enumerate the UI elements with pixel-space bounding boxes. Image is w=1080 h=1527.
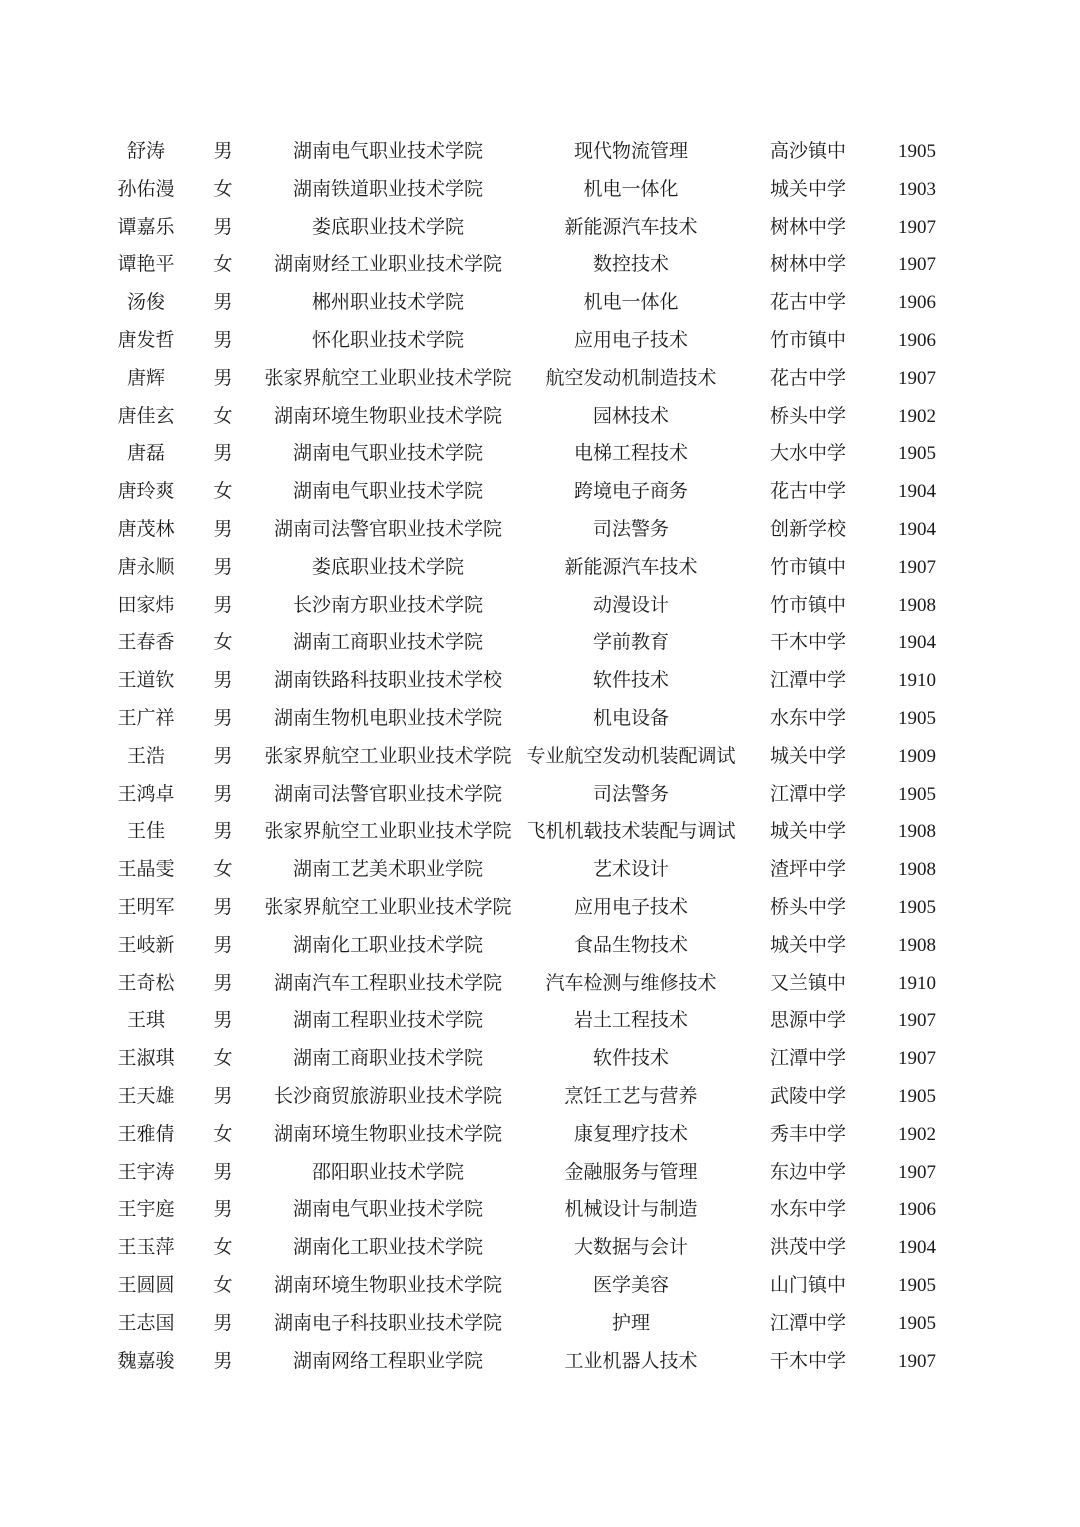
table-row (0, 776, 1080, 814)
middle-school-name: 洪茂中学 (769, 1236, 847, 1259)
student-name: 谭嘉乐 (117, 215, 175, 238)
student-name: 魏嘉骏 (117, 1349, 175, 1372)
college-name: 湖南电气职业技术学院 (292, 140, 484, 162)
table-row (0, 700, 1080, 738)
student-name: 田家炜 (117, 593, 175, 616)
student-gender: 男 (213, 1349, 233, 1372)
major-name: 专业航空发动机装配调试 (526, 744, 736, 767)
table-row (0, 1343, 1080, 1381)
table-row (0, 889, 1080, 927)
class-code: 1903 (898, 178, 936, 200)
student-gender: 男 (213, 782, 233, 805)
table-row (0, 435, 1080, 473)
major-name: 新能源汽车技术 (564, 215, 698, 238)
student-name: 王明军 (117, 895, 175, 918)
major-name: 机电一体化 (583, 291, 679, 314)
middle-school-name: 竹市镇中 (769, 593, 847, 616)
class-code: 1904 (898, 632, 936, 654)
middle-school-name: 竹市镇中 (769, 555, 847, 578)
student-gender: 男 (213, 555, 233, 578)
student-gender: 男 (213, 442, 233, 465)
table-row (0, 398, 1080, 436)
major-name: 大数据与会计 (573, 1236, 689, 1259)
college-name: 张家界航空工业职业技术学院 (264, 895, 512, 918)
student-gender: 男 (213, 1198, 233, 1221)
student-gender: 女 (213, 1236, 233, 1259)
middle-school-name: 花古中学 (769, 291, 847, 314)
college-name: 张家界航空工业职业技术学院 (264, 744, 512, 767)
table-row (0, 360, 1080, 398)
table-row (0, 1078, 1080, 1116)
class-code: 1908 (898, 859, 936, 881)
class-code: 1905 (898, 783, 936, 805)
student-gender: 男 (213, 669, 233, 692)
student-name: 王广祥 (117, 706, 175, 729)
class-code: 1905 (898, 1085, 936, 1107)
student-name: 王春香 (117, 631, 175, 654)
class-code: 1904 (898, 481, 936, 503)
table-row (0, 813, 1080, 851)
major-name: 医学美容 (592, 1273, 670, 1296)
major-name: 食品生物技术 (573, 933, 689, 956)
college-name: 湖南环境生物职业技术学院 (273, 1122, 503, 1145)
major-name: 汽车检测与维修技术 (545, 971, 717, 994)
major-name: 新能源汽车技术 (564, 555, 698, 578)
table-row (0, 587, 1080, 625)
college-name: 长沙商贸旅游职业技术学院 (273, 1084, 503, 1107)
class-code: 1907 (898, 367, 936, 389)
middle-school-name: 东边中学 (769, 1160, 847, 1183)
college-name: 湖南网络工程职业学院 (292, 1349, 484, 1372)
college-name: 张家界航空工业职业技术学院 (264, 366, 512, 389)
class-code: 1905 (898, 1274, 936, 1296)
table-row (0, 1229, 1080, 1267)
middle-school-name: 江潭中学 (769, 669, 847, 692)
student-name: 王志国 (117, 1311, 175, 1334)
class-code: 1909 (898, 745, 936, 767)
class-code: 1905 (898, 707, 936, 729)
college-name: 湖南环境生物职业技术学院 (273, 404, 503, 427)
table-row (0, 473, 1080, 511)
table-row (0, 511, 1080, 549)
class-code: 1905 (898, 896, 936, 918)
middle-school-name: 江潭中学 (769, 782, 847, 805)
table-row (0, 171, 1080, 209)
major-name: 数控技术 (592, 253, 670, 276)
middle-school-name: 思源中学 (769, 1009, 847, 1032)
student-gender: 男 (213, 744, 233, 767)
college-name: 湖南汽车工程职业技术学院 (273, 971, 503, 994)
middle-school-name: 创新学校 (769, 517, 847, 540)
middle-school-name: 树林中学 (769, 253, 847, 276)
class-code: 1906 (898, 1199, 936, 1221)
middle-school-name: 干木中学 (769, 631, 847, 654)
major-name: 跨境电子商务 (573, 480, 689, 503)
student-gender: 男 (213, 517, 233, 540)
student-name: 王玉萍 (117, 1236, 175, 1259)
student-gender: 男 (213, 1009, 233, 1032)
college-name: 湖南工程职业技术学院 (292, 1009, 484, 1032)
middle-school-name: 江潭中学 (769, 1311, 847, 1334)
major-name: 园林技术 (592, 404, 670, 427)
student-name: 王天雄 (117, 1084, 175, 1107)
table-row (0, 965, 1080, 1003)
middle-school-name: 武陵中学 (769, 1084, 847, 1107)
table-row (0, 1267, 1080, 1305)
middle-school-name: 城关中学 (769, 177, 847, 200)
class-code: 1907 (898, 254, 936, 276)
student-gender: 男 (213, 215, 233, 238)
student-gender: 女 (213, 177, 233, 200)
table-row (0, 209, 1080, 247)
table-row (0, 851, 1080, 889)
student-gender: 女 (213, 1122, 233, 1145)
student-gender: 男 (213, 1311, 233, 1334)
student-gender: 男 (213, 1160, 233, 1183)
table-row (0, 322, 1080, 360)
table-row (0, 738, 1080, 776)
student-name: 唐佳玄 (117, 404, 175, 427)
middle-school-name: 秀丰中学 (769, 1122, 847, 1145)
table-row (0, 1040, 1080, 1078)
middle-school-name: 水东中学 (769, 706, 847, 729)
major-name: 护理 (611, 1311, 651, 1334)
student-name: 王宇涛 (117, 1160, 175, 1183)
major-name: 烹饪工艺与营养 (564, 1084, 698, 1107)
student-name: 孙佑漫 (117, 177, 175, 200)
college-name: 湖南环境生物职业技术学院 (273, 1273, 503, 1296)
student-name: 王宇庭 (117, 1198, 175, 1221)
major-name: 机械设计与制造 (564, 1198, 698, 1221)
class-code: 1907 (898, 1010, 936, 1032)
class-code: 1907 (898, 1350, 936, 1372)
major-name: 应用电子技术 (573, 895, 689, 918)
college-name: 湖南电气职业技术学院 (292, 480, 484, 503)
table-row (0, 1191, 1080, 1229)
middle-school-name: 又兰镇中 (769, 971, 847, 994)
college-name: 怀化职业技术学院 (311, 328, 465, 351)
student-name: 唐永顺 (117, 555, 175, 578)
table-row (0, 624, 1080, 662)
student-gender: 女 (213, 631, 233, 654)
middle-school-name: 城关中学 (769, 744, 847, 767)
student-name: 王圆圆 (117, 1273, 175, 1296)
major-name: 司法警务 (592, 517, 670, 540)
middle-school-name: 树林中学 (769, 215, 847, 238)
major-name: 飞机机载技术装配与调试 (526, 820, 736, 843)
class-code: 1907 (898, 556, 936, 578)
student-gender: 女 (213, 1273, 233, 1296)
table-row (0, 1154, 1080, 1192)
middle-school-name: 城关中学 (769, 933, 847, 956)
college-name: 张家界航空工业职业技术学院 (264, 820, 512, 843)
table-row (0, 1305, 1080, 1343)
middle-school-name: 渣坪中学 (769, 858, 847, 881)
student-gender: 男 (213, 971, 233, 994)
student-gender: 男 (213, 933, 233, 956)
table-row (0, 246, 1080, 284)
middle-school-name: 山门镇中 (769, 1273, 847, 1296)
student-gender: 女 (213, 404, 233, 427)
student-name: 唐磊 (126, 442, 166, 465)
college-name: 湖南工商职业技术学院 (292, 1047, 484, 1070)
major-name: 康复理疗技术 (573, 1122, 689, 1145)
student-gender: 男 (213, 140, 233, 162)
student-name: 谭艳平 (117, 253, 175, 276)
student-name: 唐玲爽 (117, 480, 175, 503)
college-name: 湖南电气职业技术学院 (292, 442, 484, 465)
table-row (0, 1002, 1080, 1040)
class-code: 1902 (898, 405, 936, 427)
class-code: 1908 (898, 934, 936, 956)
college-name: 湖南财经工业职业技术学院 (273, 253, 503, 276)
student-name: 王佳 (126, 820, 166, 843)
college-name: 湖南化工职业技术学院 (292, 933, 484, 956)
middle-school-name: 大水中学 (769, 442, 847, 465)
major-name: 软件技术 (592, 1047, 670, 1070)
major-name: 电梯工程技术 (573, 442, 689, 465)
middle-school-name: 水东中学 (769, 1198, 847, 1221)
college-name: 湖南工商职业技术学院 (292, 631, 484, 654)
major-name: 动漫设计 (592, 593, 670, 616)
student-gender: 男 (213, 820, 233, 843)
student-name: 王琪 (126, 1009, 166, 1032)
table-row (0, 927, 1080, 965)
class-code: 1905 (898, 443, 936, 465)
major-name: 应用电子技术 (573, 328, 689, 351)
class-code: 1905 (898, 141, 936, 162)
class-code: 1910 (898, 972, 936, 994)
student-name: 汤俊 (126, 291, 166, 314)
major-name: 航空发动机制造技术 (545, 366, 717, 389)
student-gender: 女 (213, 253, 233, 276)
class-code: 1907 (898, 1048, 936, 1070)
student-name: 王晶雯 (117, 858, 175, 881)
major-name: 学前教育 (592, 631, 670, 654)
student-gender: 男 (213, 593, 233, 616)
student-name: 王淑琪 (117, 1047, 175, 1070)
middle-school-name: 花古中学 (769, 480, 847, 503)
student-gender: 男 (213, 328, 233, 351)
middle-school-name: 竹市镇中 (769, 328, 847, 351)
college-name: 郴州职业技术学院 (311, 291, 465, 314)
class-code: 1908 (898, 821, 936, 843)
college-name: 邵阳职业技术学院 (311, 1160, 465, 1183)
college-name: 湖南化工职业技术学院 (292, 1236, 484, 1259)
student-name: 王鸿卓 (117, 782, 175, 805)
student-name: 王道钦 (117, 669, 175, 692)
table-row (0, 133, 1080, 171)
college-name: 湖南工艺美术职业学院 (292, 858, 484, 881)
table-row (0, 662, 1080, 700)
class-code: 1907 (898, 1161, 936, 1183)
class-code: 1904 (898, 518, 936, 540)
class-code: 1906 (898, 292, 936, 314)
class-code: 1902 (898, 1123, 936, 1145)
middle-school-name: 江潭中学 (769, 1047, 847, 1070)
student-gender: 男 (213, 706, 233, 729)
class-code: 1908 (898, 594, 936, 616)
student-gender: 女 (213, 858, 233, 881)
table-row (0, 1116, 1080, 1154)
major-name: 机电设备 (592, 706, 670, 729)
major-name: 金融服务与管理 (564, 1160, 698, 1183)
student-gender: 男 (213, 291, 233, 314)
student-list-table (0, 133, 1080, 1380)
middle-school-name: 桥头中学 (769, 895, 847, 918)
student-name: 王岐新 (117, 933, 175, 956)
student-name: 王奇松 (117, 971, 175, 994)
college-name: 长沙南方职业技术学院 (292, 593, 484, 616)
college-name: 湖南铁路科技职业技术学校 (273, 669, 503, 692)
table-row (0, 549, 1080, 587)
student-name: 唐茂林 (117, 517, 175, 540)
student-gender: 男 (213, 895, 233, 918)
student-gender: 女 (213, 1047, 233, 1070)
student-gender: 男 (213, 366, 233, 389)
major-name: 岩土工程技术 (573, 1009, 689, 1032)
student-gender: 女 (213, 480, 233, 503)
middle-school-name: 城关中学 (769, 820, 847, 843)
student-name: 唐辉 (126, 366, 166, 389)
major-name: 艺术设计 (592, 858, 670, 881)
major-name: 司法警务 (592, 782, 670, 805)
middle-school-name: 高沙镇中 (769, 140, 847, 162)
college-name: 湖南司法警官职业技术学院 (273, 782, 503, 805)
student-name: 王浩 (126, 744, 166, 767)
college-name: 湖南铁道职业技术学院 (292, 177, 484, 200)
class-code: 1905 (898, 1312, 936, 1334)
college-name: 娄底职业技术学院 (311, 215, 465, 238)
major-name: 机电一体化 (583, 177, 679, 200)
table-row (0, 284, 1080, 322)
college-name: 湖南生物机电职业技术学院 (273, 706, 503, 729)
class-code: 1907 (898, 216, 936, 238)
middle-school-name: 花古中学 (769, 366, 847, 389)
class-code: 1904 (898, 1237, 936, 1259)
college-name: 湖南司法警官职业技术学院 (273, 517, 503, 540)
middle-school-name: 桥头中学 (769, 404, 847, 427)
major-name: 软件技术 (592, 669, 670, 692)
college-name: 湖南电气职业技术学院 (292, 1198, 484, 1221)
college-name: 娄底职业技术学院 (311, 555, 465, 578)
class-code: 1906 (898, 329, 936, 351)
student-name: 舒涛 (126, 140, 166, 162)
student-gender: 男 (213, 1084, 233, 1107)
college-name: 湖南电子科技职业技术学院 (273, 1311, 503, 1334)
class-code: 1910 (898, 670, 936, 692)
middle-school-name: 干木中学 (769, 1349, 847, 1372)
student-name: 唐发哲 (117, 328, 175, 351)
major-name: 现代物流管理 (573, 140, 689, 162)
student-name: 王雅倩 (117, 1122, 175, 1145)
major-name: 工业机器人技术 (564, 1349, 698, 1372)
